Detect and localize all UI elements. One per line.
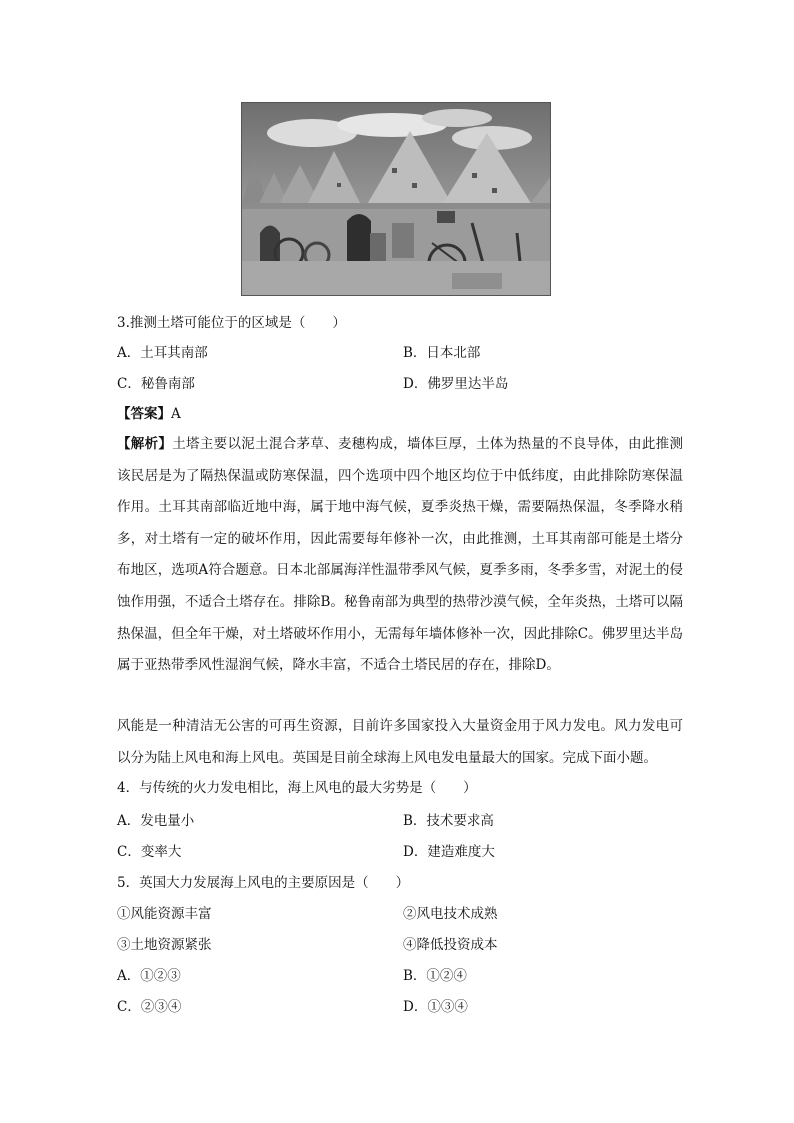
material-intro: 风能是一种清洁无公害的可再生资源，目前许多国家投入大量资金用于风力发电。风力发电可以分为陆上风电和海上风电。英国是目前全球海上风电发电量最大的国家。完成下面小题。 <box>117 718 683 766</box>
q5-option-c: C．②③④ <box>117 999 182 1015</box>
q5-item-2: ②风电技术成熟 <box>403 906 498 922</box>
q4-option-b: B．技术要求高 <box>403 813 494 829</box>
answer-label: 【答案】 <box>117 406 171 422</box>
q5-item-3: ③土地资源紧张 <box>117 937 212 953</box>
trullo-dome-houses-photo <box>241 102 551 296</box>
q5-option-b: B．①②④ <box>403 968 467 984</box>
analysis-label: 【解析】 <box>117 436 173 452</box>
q5-item-4: ④降低投资成本 <box>403 937 498 953</box>
q5-option-d: D．①③④ <box>403 999 468 1015</box>
q5-option-a: A．①②③ <box>117 968 181 984</box>
q3-analysis <box>117 429 683 682</box>
q3-stem: 3.推测土塔可能位于的区域是（ ） <box>117 315 346 331</box>
q3-option-b: B．日本北部 <box>403 345 481 361</box>
analysis-text: 土塔主要以泥土混合茅草、麦穗构成，墙体巨厚，土体为热量的不良导体，由此推测该民居是为了隔热保温或防寒保温，四个选项中四个地区均位于中低纬度，由此排除防寒保温作用。土耳其南部临近地中海，属于地中海气候，夏季炎热干燥，需要隔热保温，冬季降水稍多，对土塔有一定的破坏作用，因此需要每年修补一次，由此推测，土耳其南部可能是土塔分布地区，选项A符合题意。日本北部属海洋性温带季风气候，夏季多雨，冬季多雪，对泥土的侵蚀作用强，不适合土塔存在。排除B。秘鲁南部为典型的热带沙漠气候，全年炎热，土塔可以隔热保温，但全年干燥，对土塔破坏作用小，无需每年墙体修补一次，因此排除C。佛罗里达半岛属于亚热带季风性湿润气候，降水丰富，不适合土塔民居的存在，排除D。 <box>117 436 683 674</box>
q3-option-a: A．土耳其南部 <box>117 345 208 361</box>
q3-option-c: C．秘鲁南部 <box>117 376 195 392</box>
q5-stem: 5．英国大力发展海上风电的主要原因是（ ） <box>117 875 410 891</box>
q4-option-c: C．变率大 <box>117 844 182 860</box>
q4-stem: 4．与传统的火力发电相比，海上风电的最大劣势是（ ） <box>117 780 477 796</box>
q3-option-d: D．佛罗里达半岛 <box>403 376 509 392</box>
q4-option-a: A．发电量小 <box>117 813 195 829</box>
q5-item-1: ①风能资源丰富 <box>117 906 212 922</box>
answer-value: A <box>171 406 181 422</box>
q4-option-d: D．建造难度大 <box>403 844 495 860</box>
q3-answer <box>117 404 181 424</box>
